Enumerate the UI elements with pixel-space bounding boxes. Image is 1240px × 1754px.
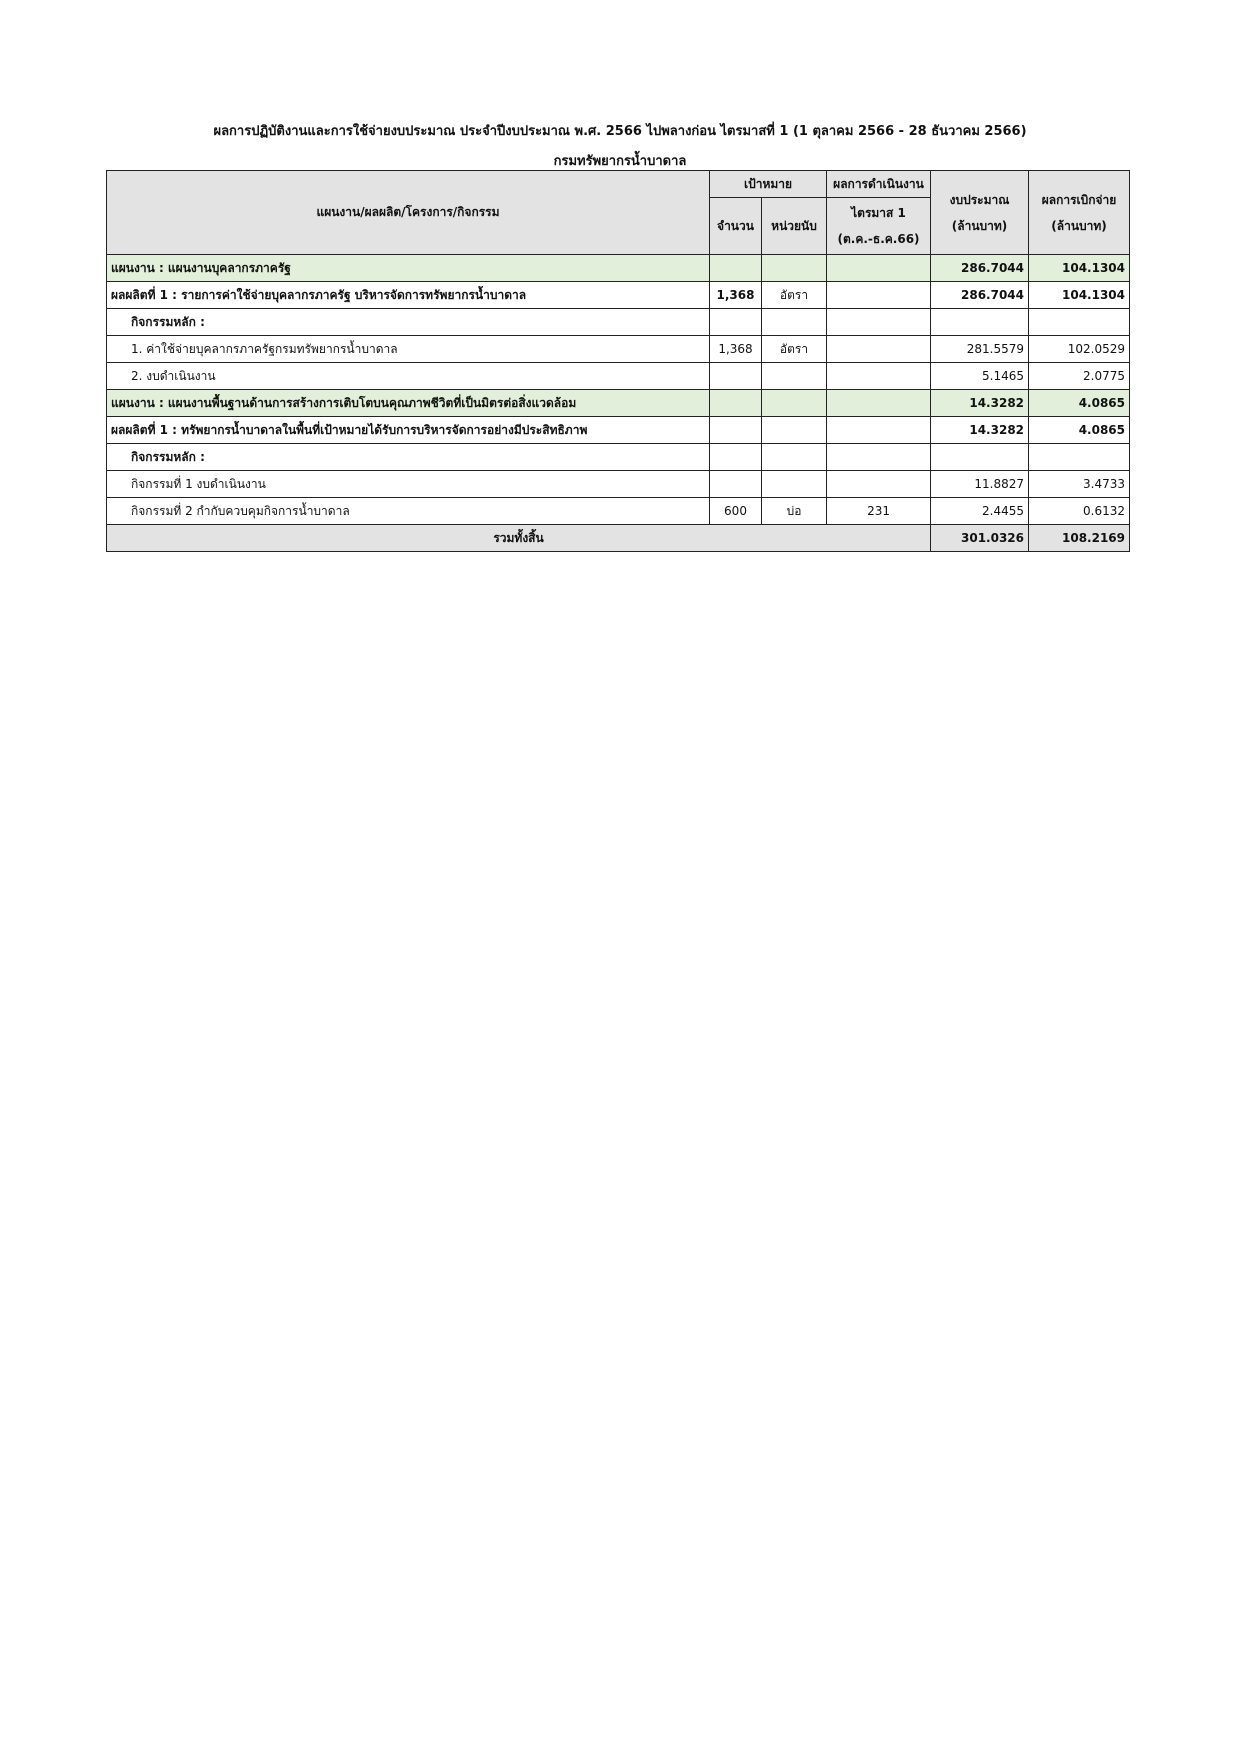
row-unit — [762, 309, 827, 336]
row-result — [827, 417, 931, 444]
row-name: กิจกรรมที่ 2 กำกับควบคุมกิจการน้ำบาดาล — [107, 498, 710, 525]
header-result-q1-period: (ต.ค.-ธ.ค.66) — [837, 232, 920, 246]
header-budget — [931, 171, 1029, 255]
row-unit — [762, 390, 827, 417]
row-unit — [762, 444, 827, 471]
row-disbursed — [1029, 309, 1130, 336]
row-qty — [710, 444, 762, 471]
table-row — [107, 309, 1130, 336]
row-budget — [931, 444, 1029, 471]
header-budget-label: งบประมาณ — [949, 192, 1010, 207]
header-budget-unit: (ล้านบาท) — [951, 218, 1008, 233]
total-budget: 301.0326 — [931, 525, 1029, 552]
total-row — [107, 525, 1130, 552]
row-disbursed: 3.4733 — [1029, 471, 1130, 498]
row-name: กิจกรรมที่ 1 งบดำเนินงาน — [107, 471, 710, 498]
header-result-q1 — [827, 198, 931, 255]
row-unit — [762, 471, 827, 498]
row-budget — [931, 309, 1029, 336]
row-qty — [710, 309, 762, 336]
header-result-q1-label: ไตรมาส 1 — [851, 206, 906, 220]
row-qty: 1,368 — [710, 282, 762, 309]
row-unit: บ่อ — [762, 498, 827, 525]
table-row — [107, 417, 1130, 444]
row-qty — [710, 471, 762, 498]
row-disbursed — [1029, 444, 1130, 471]
table-row — [107, 282, 1130, 309]
row-result — [827, 336, 931, 363]
header-target: เป้าหมาย — [710, 171, 827, 198]
row-name: ผลผลิตที่ 1 : ทรัพยากรน้ำบาดาลในพื้นที่เป้าหมายได้รับการบริหารจัดการอย่างมีประสิทธิภาพ — [107, 417, 710, 444]
table-row — [107, 255, 1130, 282]
document-title: ผลการปฏิบัติงานและการใช้จ่ายงบประมาณ ประจำปีงบประมาณ พ.ศ. 2566 ไปพลางก่อน ไตรมาสที่ 1 (1 ตุลาคม 2566 - 28 ธันวาคม 2566) — [213, 124, 1027, 139]
table-row — [107, 498, 1130, 525]
row-result — [827, 255, 931, 282]
header-name: แผนงาน/ผลผลิต/โครงการ/กิจกรรม — [107, 171, 710, 255]
row-name: แผนงาน : แผนงานบุคลากรภาครัฐ — [107, 255, 710, 282]
row-qty — [710, 255, 762, 282]
row-budget: 11.8827 — [931, 471, 1029, 498]
row-disbursed: 104.1304 — [1029, 255, 1130, 282]
row-qty — [710, 363, 762, 390]
row-unit — [762, 417, 827, 444]
row-disbursed: 2.0775 — [1029, 363, 1130, 390]
row-budget: 14.3282 — [931, 390, 1029, 417]
table-row — [107, 336, 1130, 363]
row-name: ผลผลิตที่ 1 : รายการค่าใช้จ่ายบุคลากรภาครัฐ บริหารจัดการทรัพยากรน้ำบาดาล — [107, 282, 710, 309]
total-disbursed: 108.2169 — [1029, 525, 1130, 552]
row-qty — [710, 417, 762, 444]
row-name: 1. ค่าใช้จ่ายบุคลากรภาครัฐกรมทรัพยากรน้ำบาดาล — [107, 336, 710, 363]
row-unit — [762, 255, 827, 282]
row-qty: 600 — [710, 498, 762, 525]
table-row — [107, 444, 1130, 471]
row-qty — [710, 390, 762, 417]
row-result — [827, 444, 931, 471]
header-target-qty: จำนวน — [710, 198, 762, 255]
row-result: 231 — [827, 498, 931, 525]
row-name: กิจกรรมหลัก : — [107, 444, 710, 471]
header-disbursed — [1029, 171, 1130, 255]
row-disbursed: 0.6132 — [1029, 498, 1130, 525]
row-budget: 2.4455 — [931, 498, 1029, 525]
row-budget: 286.7044 — [931, 282, 1029, 309]
row-unit: อัตรา — [762, 282, 827, 309]
row-name: กิจกรรมหลัก : — [107, 309, 710, 336]
header-disbursed-unit: (ล้านบาท) — [1051, 218, 1107, 233]
header-result: ผลการดำเนินงาน — [827, 171, 931, 198]
header-disbursed-label: ผลการเบิกจ่าย — [1041, 192, 1117, 207]
row-result — [827, 471, 931, 498]
row-name: 2. งบดำเนินงาน — [107, 363, 710, 390]
row-unit — [762, 363, 827, 390]
row-budget: 14.3282 — [931, 417, 1029, 444]
row-disbursed: 4.0865 — [1029, 390, 1130, 417]
document-subtitle: กรมทรัพยากรน้ำบาดาล — [553, 154, 687, 169]
row-disbursed: 104.1304 — [1029, 282, 1130, 309]
total-label: รวมทั้งสิ้น — [107, 525, 931, 552]
row-budget: 286.7044 — [931, 255, 1029, 282]
row-qty: 1,368 — [710, 336, 762, 363]
table-row — [107, 363, 1130, 390]
row-result — [827, 309, 931, 336]
row-disbursed: 4.0865 — [1029, 417, 1130, 444]
row-budget: 281.5579 — [931, 336, 1029, 363]
row-result — [827, 363, 931, 390]
table-row — [107, 471, 1130, 498]
budget-report-table — [106, 170, 1130, 552]
row-name: แผนงาน : แผนงานพื้นฐานด้านการสร้างการเติบโตบนคุณภาพชีวิตที่เป็นมิตรต่อสิ่งแวดล้อม — [107, 390, 710, 417]
row-budget: 5.1465 — [931, 363, 1029, 390]
table-row — [107, 390, 1130, 417]
row-unit: อัตรา — [762, 336, 827, 363]
header-target-unit: หน่วยนับ — [762, 198, 827, 255]
row-disbursed: 102.0529 — [1029, 336, 1130, 363]
row-result — [827, 390, 931, 417]
row-result — [827, 282, 931, 309]
